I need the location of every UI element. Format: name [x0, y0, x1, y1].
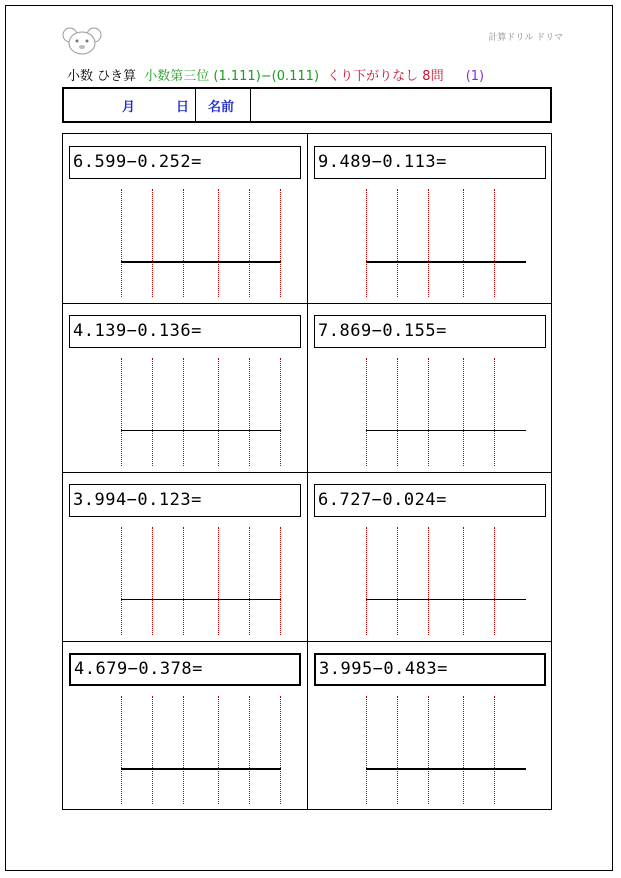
name-label: 名前 — [208, 100, 235, 115]
guide-line — [397, 527, 398, 635]
problem-expression: 4.679−0.378= — [69, 653, 301, 686]
answer-line — [366, 599, 526, 600]
problem-expression: 6.727−0.024= — [314, 484, 546, 517]
name-box-divider — [195, 89, 196, 121]
guide-line — [366, 358, 367, 466]
guide-line — [183, 358, 184, 466]
guide-line — [494, 358, 495, 466]
guide-line — [218, 696, 219, 804]
guide-line — [280, 358, 281, 466]
guide-line — [152, 696, 153, 804]
title-number: (1) — [465, 69, 485, 84]
guide-line — [366, 696, 367, 804]
guide-line — [463, 189, 464, 297]
answer-line — [121, 768, 281, 770]
guide-line — [280, 527, 281, 635]
guide-line — [397, 189, 398, 297]
guide-line — [218, 527, 219, 635]
guide-line — [463, 358, 464, 466]
month-label: 月 — [122, 100, 136, 115]
title-condition: くり下がりなし 8問 — [327, 69, 444, 84]
problem-expression: 3.995−0.483= — [314, 653, 546, 686]
problem-cell — [63, 134, 308, 303]
guide-line — [249, 696, 250, 804]
mouse-mascot-icon — [62, 26, 102, 56]
title-level: 小数第三位 (1.111)−(0.111) — [144, 69, 320, 84]
problem-grid — [62, 133, 552, 810]
brand-label: 計算ドリル ドリマ — [488, 33, 563, 43]
guide-line — [218, 189, 219, 297]
guide-line — [494, 696, 495, 804]
guide-line — [366, 189, 367, 297]
answer-line — [366, 430, 526, 431]
guide-line — [494, 189, 495, 297]
guide-line — [494, 527, 495, 635]
guide-line — [152, 527, 153, 635]
problem-cell — [308, 303, 553, 472]
name-date-box — [62, 87, 552, 123]
guide-line — [280, 189, 281, 297]
answer-line — [366, 768, 526, 770]
title-subject: 小数 ひき算 — [67, 69, 137, 84]
answer-line — [121, 430, 281, 431]
problem-cell — [63, 303, 308, 472]
problem-cell — [308, 641, 553, 810]
guide-line — [428, 527, 429, 635]
guide-line — [397, 358, 398, 466]
day-label: 日 — [176, 100, 190, 115]
guide-line — [218, 358, 219, 466]
guide-line — [397, 696, 398, 804]
problem-cell — [308, 472, 553, 641]
guide-line — [152, 358, 153, 466]
answer-line — [121, 599, 281, 600]
guide-line — [249, 358, 250, 466]
guide-line — [280, 696, 281, 804]
problem-expression: 9.489−0.113= — [314, 146, 546, 179]
problem-cell — [63, 472, 308, 641]
guide-line — [152, 189, 153, 297]
guide-line — [249, 189, 250, 297]
problem-expression: 3.994−0.123= — [69, 484, 301, 517]
problem-expression: 6.599−0.252= — [69, 146, 301, 179]
worksheet-title — [67, 65, 488, 84]
problem-expression: 7.869−0.155= — [314, 315, 546, 348]
guide-line — [121, 527, 122, 635]
answer-line — [366, 261, 526, 263]
guide-line — [463, 696, 464, 804]
answer-line — [121, 261, 281, 263]
guide-line — [366, 527, 367, 635]
guide-line — [183, 527, 184, 635]
guide-line — [183, 189, 184, 297]
problem-expression: 4.139−0.136= — [69, 315, 301, 348]
name-box-divider — [250, 89, 251, 121]
guide-line — [121, 696, 122, 804]
guide-line — [121, 358, 122, 466]
guide-line — [428, 358, 429, 466]
problem-cell — [308, 134, 553, 303]
guide-line — [249, 527, 250, 635]
guide-line — [183, 696, 184, 804]
guide-line — [428, 189, 429, 297]
problem-cell — [63, 641, 308, 810]
guide-line — [428, 696, 429, 804]
guide-line — [463, 527, 464, 635]
guide-line — [121, 189, 122, 297]
